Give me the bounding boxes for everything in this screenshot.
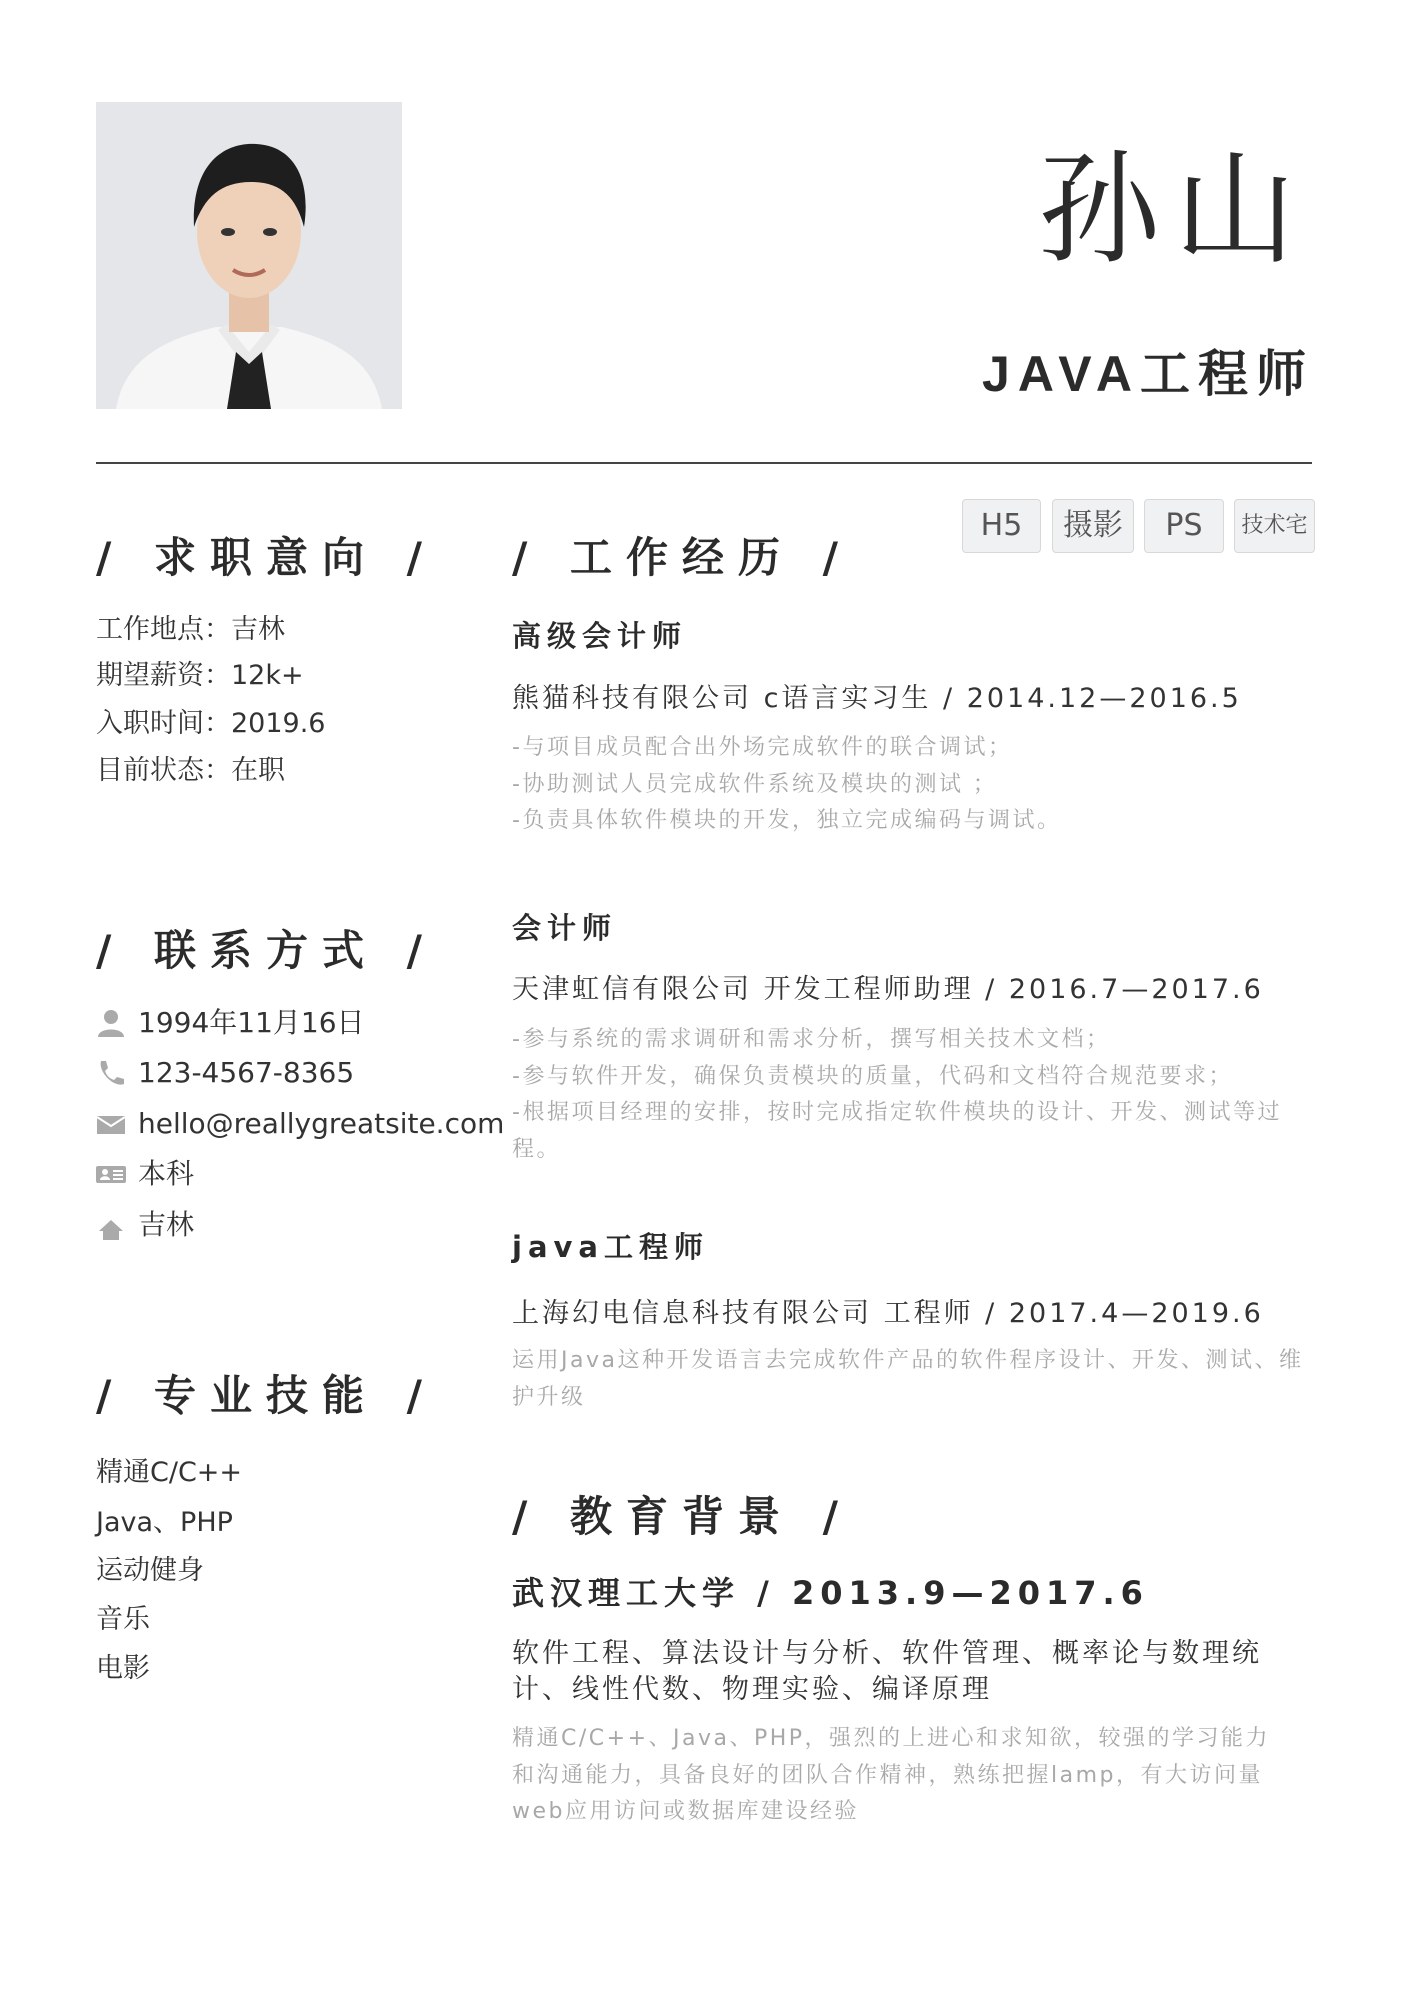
job-desc (512, 730, 1322, 840)
skill-item: 精通C/C++ (96, 1457, 243, 1488)
contact-phone (96, 1055, 354, 1091)
tag-tech: 技术宅 (1234, 499, 1315, 553)
contact-text: 吉林 (138, 1208, 195, 1241)
job-title: JAVA工程师 (982, 346, 1314, 402)
job-bullet: -参与系统的需求调研和需求分析，撰写相关技术文档； (512, 1027, 1111, 1052)
skill-item: 音乐 (96, 1604, 150, 1635)
contact-heading: / 联系方式 / (96, 926, 436, 975)
job-bullet: -参与软件开发，确保负责模块的质量，代码和文档符合规范要求； (512, 1063, 1233, 1089)
intent-salary: 期望薪资：12k+ (96, 660, 304, 691)
profile-photo (96, 102, 402, 409)
mail-icon (96, 1109, 126, 1139)
contact-text: 123-4567-8365 (138, 1056, 355, 1089)
job-bullet: -与项目成员配合出外场完成软件的联合调试； (512, 735, 1013, 760)
phone-icon (96, 1058, 126, 1088)
intent-start: 入职时间：2019.6 (96, 708, 326, 739)
work-heading: / 工作经历 / (512, 533, 852, 582)
job-bullet: -负责具体软件模块的开发，独立完成编码与调试。 (512, 808, 1062, 833)
job-desc (512, 1022, 1322, 1168)
contact-city (96, 1207, 194, 1243)
contact-text: hello@reallygreatsite.com (138, 1107, 505, 1140)
tag-photography: 摄影 (1052, 499, 1134, 553)
job-title: 会计师 (512, 911, 618, 945)
candidate-name: 孙山 (1038, 139, 1310, 281)
home-icon (96, 1210, 126, 1240)
skill-item: 运动健身 (96, 1555, 204, 1586)
contact-degree (96, 1156, 194, 1192)
intent-location: 工作地点：吉林 (96, 614, 285, 645)
job-bullet: -协助测试人员完成软件系统及模块的测试 ； (512, 771, 998, 797)
contact-birthday (96, 1005, 365, 1041)
job-company: 上海幻电信息科技有限公司 工程师 / 2017.4—2019.6 (512, 1298, 1264, 1329)
education-courses: 软件工程、算法设计与分析、软件管理、概率论与数理统计、线性代数、物理实验、编译原理 (512, 1638, 1262, 1705)
education-heading: / 教育背景 / (512, 1492, 852, 1541)
intent-heading: / 求职意向 / (96, 533, 436, 582)
skill-item: 电影 (96, 1653, 150, 1684)
job-title: 高级会计师 (512, 619, 688, 653)
id-card-icon (96, 1159, 126, 1189)
job-bullet: 运用Java这种开发语言去完成软件产品的软件程序设计、开发、测试、维护升级 (512, 1348, 1304, 1410)
job-company: 熊猫科技有限公司 c语言实习生 / 2014.12—2016.5 (512, 683, 1242, 714)
job-company: 天津虹信有限公司 开发工程师助理 / 2016.7—2017.6 (512, 974, 1264, 1005)
tag-ps: PS (1144, 499, 1224, 553)
education-desc: 精通C/C++、Java、PHP，强烈的上进心和求知欲，较强的学习能力和沟通能力，具备良好的团队合作精神，熟练把握lamp，有大访问量web应用访问或数据库建设经验 (512, 1726, 1271, 1824)
job-bullet: -根据项目经理的安排，按时完成指定软件模块的设计、开发、测试等过程。 (512, 1100, 1282, 1162)
education-school: 武汉理工大学 / 2013.9—2017.6 (512, 1574, 1149, 1612)
contact-email (96, 1106, 504, 1142)
skills-heading: / 专业技能 / (96, 1371, 436, 1420)
job-desc (512, 1343, 1322, 1416)
person-icon (96, 1008, 126, 1038)
tag-h5: H5 (962, 499, 1041, 553)
header-divider (96, 462, 1312, 464)
skill-item: Java、PHP (96, 1507, 233, 1538)
job-title: java工程师 (512, 1230, 709, 1264)
intent-status: 目前状态：在职 (96, 755, 285, 786)
contact-text: 1994年11月16日 (138, 1006, 365, 1039)
contact-text: 本科 (138, 1157, 195, 1190)
